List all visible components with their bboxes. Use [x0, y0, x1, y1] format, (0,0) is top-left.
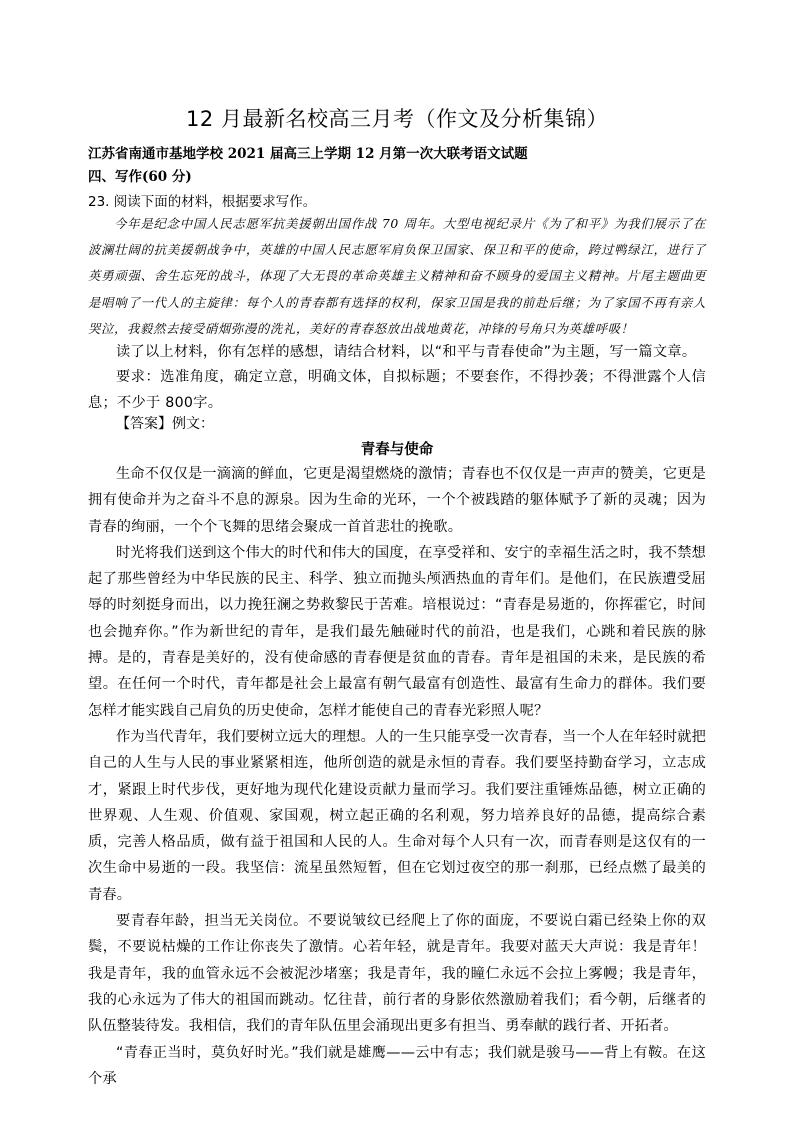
- essay-paragraph: 时光将我们送到这个伟大的时代和伟大的国度，在享受祥和、安宁的幸福生活之时，我不禁想起了那些曾经为中华民族的民主、科学、独立而抛头颅洒热血的青年们。是他们，在民族遭受屈辱的时刻挺身而出，以力挽狂澜之势救黎民于苦难。培根说过：“青春是易逝的，你挥霍它，时间也会抛弃你。”作为新世纪的青年，是我们最先触碰时代的前沿，也是我们，心跳和着民族的脉搏。是的，青春是美好的，没有使命感的青春便是贫血的青春。青年是祖国的未来，是民族的希望。在任何一个时代，青年都是社会上最富有朝气最富有创造性、最富有生命力的群体。我们要怎样才能实践自己肩负的历史使命，怎样才能使自己的青春光彩照人呢？: [88, 544, 706, 719]
- essay-body: [88, 461, 706, 1092]
- essay-title: 青春与使命: [360, 442, 434, 458]
- essay-paragraph: 生命不仅仅是一滴滴的鲜血，它更是渴望燃烧的激情；青春也不仅仅是一声声的赞美，它更是拥有使命并为之奋斗不息的源泉。因为生命的光环，一个个被践踏的躯体赋予了新的灵魂；因为青春的绚丽，一个个飞舞的思绪会聚成一首首悲壮的挽歌。: [88, 466, 706, 535]
- answer-label: 【答案】例文：: [116, 416, 214, 432]
- writing-requirements: 要求：选准角度，确定立意，明确文体，自拟标题；不要套作，不得抄袭；不得泄露个人信息；不少于 800字。: [88, 369, 706, 412]
- section-heading: 四、写作(60 分): [88, 169, 192, 185]
- essay-paragraph: “青春正当时，莫负好时光。”我们就是雄鹰——云中有志；我们就是骏马——背上有鞍。在这个承: [88, 1044, 706, 1087]
- exam-source-title: 江苏省南通市基地学校 2021 届高三上学期 12 月第一次大联考语文试题: [88, 146, 528, 162]
- essay-paragraph: 作为当代青年，我们要树立远大的理想。人的一生只能享受一次青春，当一个人在年轻时就把自己的人生与人民的事业紧紧相连，他所创造的就是永恒的青春。我们要坚持勤奋学习，立志成才，紧跟上时代步伐，更好地为现代化建设贡献力量而学习。我们要注重锤炼品德，树立正确的世界观、人生观、价值观、家国观，树立起正确的名利观，努力培养良好的品德，提高综合素质，完善人格品质，做有益于祖国和人民的人。生命对每个人只有一次，而青春则是这仅有的一次生命中易逝的一段。我坚信：流星虽然短暂，但在它划过夜空的那一刹那，已经点燃了最美的青春。: [88, 728, 706, 903]
- writing-instruction: 读了以上材料，你有怎样的感想，请结合材料，以“和平与青春使命”为主题，写一篇文章。: [116, 344, 697, 360]
- reading-material: 今年是纪念中国人民志愿军抗美援朝出国作战 70 周年。大型电视纪录片《为了和平》为我们展示了在波澜壮阔的抗美援朝战争中，英雄的中国人民志愿军肩负保卫国家、保卫和平的使命，跨过鸭绿江，进行了英勇顽强、舍生忘死的战斗，体现了大无畏的革命英雄主义精神和奋不顾身的爱国主义精神。片尾主题曲更是唱响了一代人的主旋律：每个人的青春都有选择的权利，保家卫国是我的前赴后继；为了家国不再有亲人哭泣，我毅然去接受硝烟弥漫的洗礼，美好的青春怒放出战地黄花，冲锋的号角只为英雄呼吸！: [88, 216, 706, 336]
- essay-paragraph: 要青春年龄，担当无关岗位。不要说皱纹已经爬上了你的面庞，不要说白霜已经染上你的双鬓，不要说枯燥的工作让你丧失了激情。心若年轻，就是青年。我要对蓝天大声说：我是青年！我是青年，我的血管永远不会被泥沙堵塞；我是青年，我的瞳仁永远不会拉上雾幔；我是青年，我的心永远为了伟大的祖国而跳动。忆往昔，前行者的身影依然激励着我们；看今朝，后继者的队伍整装待发。我相信，我们的青年队伍里会涌现出更多有担当、勇奉献的践行者、开拓者。: [88, 913, 706, 1035]
- main-title: 12 月最新名校高三月考（作文及分析集锦）: [186, 107, 608, 131]
- question-prompt: 23. 阅读下面的材料，根据要求写作。: [88, 194, 317, 210]
